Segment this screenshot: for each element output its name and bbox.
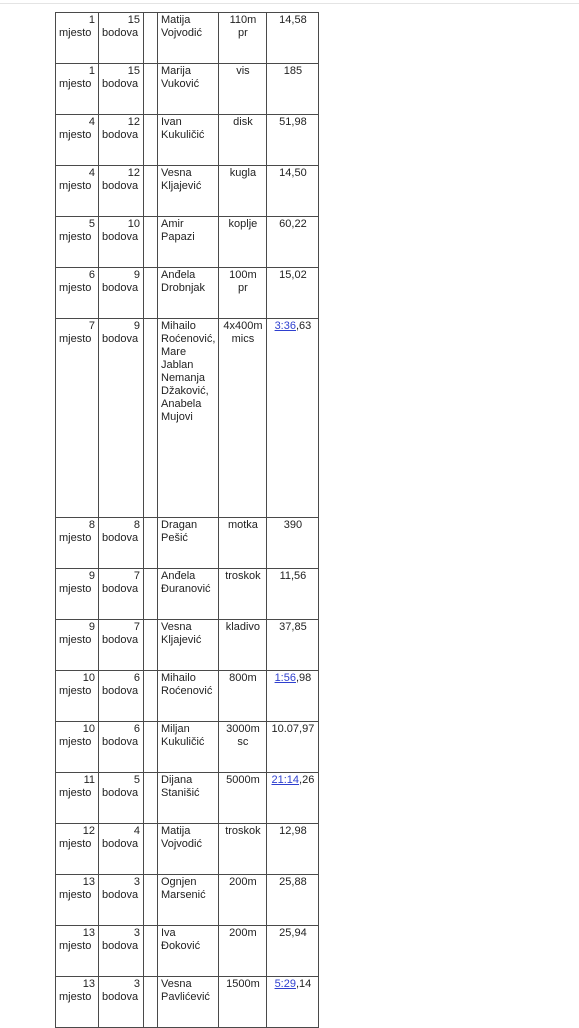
empty-cell xyxy=(144,268,158,319)
athlete-name-line: Dragan xyxy=(161,519,198,531)
table-row xyxy=(56,875,319,926)
event-line: 1500m xyxy=(226,978,260,990)
place-number: 13 xyxy=(82,978,95,990)
result-cell xyxy=(267,319,319,518)
empty-cell xyxy=(144,926,158,977)
empty-cell xyxy=(144,671,158,722)
results-table xyxy=(55,12,319,1028)
table-row xyxy=(56,569,319,620)
place-cell xyxy=(56,13,99,64)
athlete-name-line: Vojvodić xyxy=(161,27,202,39)
points-word: bodova xyxy=(102,180,139,192)
result-value: 25,94 xyxy=(279,927,307,939)
table-row xyxy=(56,13,319,64)
result-value: ,98 xyxy=(295,672,312,684)
athlete-name-line: Mare xyxy=(161,346,187,358)
event-line: disk xyxy=(233,116,253,128)
empty-cell xyxy=(144,166,158,217)
athlete-name-line: Marija xyxy=(161,65,191,77)
table-row xyxy=(56,620,319,671)
place-cell xyxy=(56,518,99,569)
athlete-cell xyxy=(158,824,219,875)
top-divider xyxy=(0,3,579,4)
place-cell xyxy=(56,722,99,773)
result-cell xyxy=(267,671,319,722)
points-number: 9 xyxy=(133,269,140,281)
event-line: 3000m xyxy=(226,723,260,735)
result-value: 14,58 xyxy=(279,14,307,26)
athlete-cell xyxy=(158,13,219,64)
table-row xyxy=(56,671,319,722)
athlete-name-line: Vuković xyxy=(161,78,200,90)
result-cell xyxy=(267,268,319,319)
points-cell xyxy=(99,824,144,875)
points-cell xyxy=(99,319,144,518)
empty-cell xyxy=(144,115,158,166)
place-word: mjesto xyxy=(59,991,92,1003)
athlete-name-line: Anđela xyxy=(161,269,196,281)
event-line: kugla xyxy=(229,167,257,179)
event-line: 110m xyxy=(229,14,257,26)
points-word: bodova xyxy=(102,583,139,595)
athlete-name-line: Papazi xyxy=(161,231,195,243)
points-cell xyxy=(99,166,144,217)
result-value: 10.07,97 xyxy=(271,723,315,735)
athlete-cell xyxy=(158,166,219,217)
points-number: 6 xyxy=(133,672,140,684)
athlete-name-line: Mihailo xyxy=(161,320,196,332)
empty-cell xyxy=(144,722,158,773)
athlete-cell xyxy=(158,620,219,671)
athlete-name-line: Stanišić xyxy=(161,787,200,799)
athlete-name-line: Vesna xyxy=(161,621,192,633)
event-cell xyxy=(219,722,267,773)
place-word: mjesto xyxy=(59,180,92,192)
event-cell xyxy=(219,217,267,268)
place-number: 1 xyxy=(88,65,95,77)
athlete-name-line: Vesna xyxy=(161,167,192,179)
empty-cell xyxy=(144,773,158,824)
athlete-name-line: Mujovi xyxy=(161,411,193,423)
result-value: 14,50 xyxy=(279,167,307,179)
event-cell xyxy=(219,824,267,875)
place-word: mjesto xyxy=(59,282,92,294)
table-row xyxy=(56,268,319,319)
athlete-cell xyxy=(158,115,219,166)
place-number: 4 xyxy=(88,116,95,128)
points-number: 8 xyxy=(133,519,140,531)
place-number: 1 xyxy=(88,14,95,26)
event-line: sc xyxy=(237,736,249,748)
empty-cell xyxy=(144,875,158,926)
place-number: 12 xyxy=(82,825,95,837)
table-row xyxy=(56,824,319,875)
result-value: 12,98 xyxy=(279,825,307,837)
event-cell xyxy=(219,926,267,977)
points-cell xyxy=(99,977,144,1028)
athlete-name-line: Mihailo xyxy=(161,672,196,684)
place-number: 13 xyxy=(82,927,95,939)
athlete-name-line: Nemanja xyxy=(161,372,206,384)
points-cell xyxy=(99,64,144,115)
event-cell xyxy=(219,569,267,620)
place-word: mjesto xyxy=(59,634,92,646)
place-word: mjesto xyxy=(59,685,92,697)
athlete-name-line: Džaković, xyxy=(161,385,209,397)
points-word: bodova xyxy=(102,991,139,1003)
results-table-body xyxy=(56,13,319,1028)
athlete-cell xyxy=(158,926,219,977)
points-cell xyxy=(99,722,144,773)
event-line: 800m xyxy=(229,672,257,684)
event-cell xyxy=(219,671,267,722)
athlete-name-line: Vojvodić xyxy=(161,838,202,850)
event-line: 100m xyxy=(229,269,257,281)
event-line: troskok xyxy=(225,825,261,837)
points-word: bodova xyxy=(102,940,139,952)
result-cell xyxy=(267,722,319,773)
empty-cell xyxy=(144,64,158,115)
athlete-name-line: Đoković xyxy=(161,940,201,952)
event-line: koplje xyxy=(228,218,258,230)
athlete-name-line: Matija xyxy=(161,14,191,26)
empty-cell xyxy=(144,518,158,569)
table-row xyxy=(56,64,319,115)
result-value: 37,85 xyxy=(279,621,307,633)
event-cell xyxy=(219,773,267,824)
points-number: 7 xyxy=(133,621,140,633)
empty-cell xyxy=(144,977,158,1028)
athlete-name-line: Anabela xyxy=(161,398,202,410)
place-word: mjesto xyxy=(59,231,92,243)
event-cell xyxy=(219,977,267,1028)
place-number: 7 xyxy=(88,320,95,332)
points-word: bodova xyxy=(102,27,139,39)
event-line: 5000m xyxy=(226,774,260,786)
empty-cell xyxy=(144,620,158,671)
event-line: vis xyxy=(236,65,250,77)
event-cell xyxy=(219,875,267,926)
athlete-name-line: Ivan xyxy=(161,116,182,128)
points-number: 4 xyxy=(133,825,140,837)
table-row xyxy=(56,166,319,217)
athlete-name-line: Marsenić xyxy=(161,889,206,901)
result-value: 60,22 xyxy=(279,218,307,230)
athlete-name-line: Đuranović xyxy=(161,583,211,595)
points-cell xyxy=(99,620,144,671)
athlete-cell xyxy=(158,518,219,569)
place-word: mjesto xyxy=(59,78,92,90)
event-line: mics xyxy=(231,333,255,345)
place-word: mjesto xyxy=(59,583,92,595)
athlete-name-line: Kljajević xyxy=(161,634,202,646)
result-time-link[interactable]: 21:14 xyxy=(271,774,300,786)
athlete-cell xyxy=(158,722,219,773)
athlete-name-line: Kljajević xyxy=(161,180,202,192)
athlete-name-line: Ognjen xyxy=(161,876,197,888)
points-word: bodova xyxy=(102,78,139,90)
points-cell xyxy=(99,671,144,722)
athlete-cell xyxy=(158,319,219,518)
athlete-name-line: Matija xyxy=(161,825,191,837)
points-number: 12 xyxy=(127,116,140,128)
empty-cell xyxy=(144,569,158,620)
points-word: bodova xyxy=(102,282,139,294)
place-number: 10 xyxy=(82,723,95,735)
result-cell xyxy=(267,875,319,926)
points-cell xyxy=(99,268,144,319)
event-cell xyxy=(219,518,267,569)
athlete-name-line: Roćenović, xyxy=(161,333,216,345)
result-cell xyxy=(267,824,319,875)
athlete-name-line: Vesna xyxy=(161,978,192,990)
athlete-name-line: Pavlićević xyxy=(161,991,210,1003)
points-number: 10 xyxy=(127,218,140,230)
result-cell xyxy=(267,569,319,620)
athlete-name-line: Pešić xyxy=(161,532,188,544)
points-word: bodova xyxy=(102,231,139,243)
table-row xyxy=(56,115,319,166)
points-word: bodova xyxy=(102,838,139,850)
place-word: mjesto xyxy=(59,838,92,850)
points-number: 3 xyxy=(133,876,140,888)
result-cell xyxy=(267,13,319,64)
place-word: mjesto xyxy=(59,787,92,799)
event-cell xyxy=(219,268,267,319)
athlete-cell xyxy=(158,671,219,722)
place-cell xyxy=(56,875,99,926)
athlete-name-line: Iva xyxy=(161,927,176,939)
place-cell xyxy=(56,319,99,518)
table-row xyxy=(56,977,319,1028)
place-cell xyxy=(56,620,99,671)
empty-cell xyxy=(144,319,158,518)
place-cell xyxy=(56,268,99,319)
points-word: bodova xyxy=(102,787,139,799)
result-time-link[interactable]: 3:36 xyxy=(274,320,296,332)
athlete-name-line: Drobnjak xyxy=(161,282,206,294)
place-number: 9 xyxy=(88,621,95,633)
table-row xyxy=(56,773,319,824)
points-number: 3 xyxy=(133,978,140,990)
result-cell xyxy=(267,217,319,268)
place-word: mjesto xyxy=(59,940,92,952)
event-line: motka xyxy=(227,519,258,531)
place-cell xyxy=(56,64,99,115)
athlete-name-line: Jablan xyxy=(161,359,194,371)
athlete-cell xyxy=(158,64,219,115)
place-number: 13 xyxy=(82,876,95,888)
result-cell xyxy=(267,977,319,1028)
points-number: 15 xyxy=(127,65,140,77)
event-line: 4x400m xyxy=(223,320,263,332)
table-row xyxy=(56,319,319,518)
result-cell xyxy=(267,166,319,217)
result-value: 390 xyxy=(283,519,303,531)
place-number: 10 xyxy=(82,672,95,684)
event-cell xyxy=(219,166,267,217)
place-number: 4 xyxy=(88,167,95,179)
points-cell xyxy=(99,569,144,620)
result-value: 51,98 xyxy=(279,116,307,128)
place-number: 5 xyxy=(88,218,95,230)
event-line: troskok xyxy=(225,570,261,582)
athlete-cell xyxy=(158,773,219,824)
place-number: 9 xyxy=(88,570,95,582)
athlete-name-line: Anđela xyxy=(161,570,196,582)
place-cell xyxy=(56,166,99,217)
event-line: 200m xyxy=(229,876,257,888)
place-word: mjesto xyxy=(59,736,92,748)
points-number: 7 xyxy=(133,570,140,582)
athlete-cell xyxy=(158,875,219,926)
event-cell xyxy=(219,13,267,64)
athlete-name-line: Dijana xyxy=(161,774,193,786)
points-number: 3 xyxy=(133,927,140,939)
empty-cell xyxy=(144,217,158,268)
points-word: bodova xyxy=(102,685,139,697)
event-line: 200m xyxy=(229,927,257,939)
points-number: 5 xyxy=(133,774,140,786)
points-cell xyxy=(99,926,144,977)
athlete-name-line: Roćenović xyxy=(161,685,213,697)
points-cell xyxy=(99,518,144,569)
athlete-cell xyxy=(158,217,219,268)
points-cell xyxy=(99,115,144,166)
points-cell xyxy=(99,773,144,824)
result-value: ,26 xyxy=(299,774,315,786)
result-value: 185 xyxy=(283,65,303,77)
result-cell xyxy=(267,518,319,569)
points-word: bodova xyxy=(102,634,139,646)
place-cell xyxy=(56,977,99,1028)
result-time-link[interactable]: 1:56 xyxy=(274,672,296,684)
event-cell xyxy=(219,64,267,115)
place-cell xyxy=(56,217,99,268)
empty-cell xyxy=(144,13,158,64)
place-cell xyxy=(56,773,99,824)
result-cell xyxy=(267,620,319,671)
points-cell xyxy=(99,217,144,268)
table-row xyxy=(56,722,319,773)
result-cell xyxy=(267,64,319,115)
result-cell xyxy=(267,773,319,824)
athlete-cell xyxy=(158,977,219,1028)
place-cell xyxy=(56,671,99,722)
place-word: mjesto xyxy=(59,129,92,141)
place-cell xyxy=(56,824,99,875)
place-cell xyxy=(56,926,99,977)
points-number: 9 xyxy=(133,320,140,332)
points-word: bodova xyxy=(102,889,139,901)
athlete-name-line: Kukuličić xyxy=(161,736,205,748)
table-row xyxy=(56,518,319,569)
points-word: bodova xyxy=(102,736,139,748)
points-word: bodova xyxy=(102,532,139,544)
athlete-name-line: Miljan xyxy=(161,723,190,735)
empty-cell xyxy=(144,824,158,875)
place-cell xyxy=(56,115,99,166)
points-word: bodova xyxy=(102,333,139,345)
result-cell xyxy=(267,926,319,977)
result-value: 25,88 xyxy=(279,876,307,888)
event-cell xyxy=(219,620,267,671)
result-value: 11,56 xyxy=(279,570,307,582)
athlete-name-line: Kukuličić xyxy=(161,129,205,141)
points-word: bodova xyxy=(102,129,139,141)
event-cell xyxy=(219,319,267,518)
result-value: ,14 xyxy=(295,978,312,990)
event-cell xyxy=(219,115,267,166)
place-word: mjesto xyxy=(59,333,92,345)
place-word: mjesto xyxy=(59,889,92,901)
place-number: 11 xyxy=(83,774,95,786)
points-number: 15 xyxy=(127,14,140,26)
place-word: mjesto xyxy=(59,532,92,544)
athlete-cell xyxy=(158,268,219,319)
points-number: 6 xyxy=(133,723,140,735)
event-line: kladivo xyxy=(225,621,261,633)
points-cell xyxy=(99,13,144,64)
athlete-name-line: Amir xyxy=(161,218,184,230)
athlete-cell xyxy=(158,569,219,620)
points-number: 12 xyxy=(127,167,140,179)
points-cell xyxy=(99,875,144,926)
place-number: 6 xyxy=(88,269,95,281)
result-time-link[interactable]: 5:29 xyxy=(274,978,296,990)
result-value: 15,02 xyxy=(279,269,307,281)
event-line: pr xyxy=(238,282,248,294)
result-value: ,63 xyxy=(295,320,312,332)
place-number: 8 xyxy=(88,519,95,531)
table-row xyxy=(56,217,319,268)
place-cell xyxy=(56,569,99,620)
event-line: pr xyxy=(238,27,248,39)
place-word: mjesto xyxy=(59,27,92,39)
table-row xyxy=(56,926,319,977)
result-cell xyxy=(267,115,319,166)
